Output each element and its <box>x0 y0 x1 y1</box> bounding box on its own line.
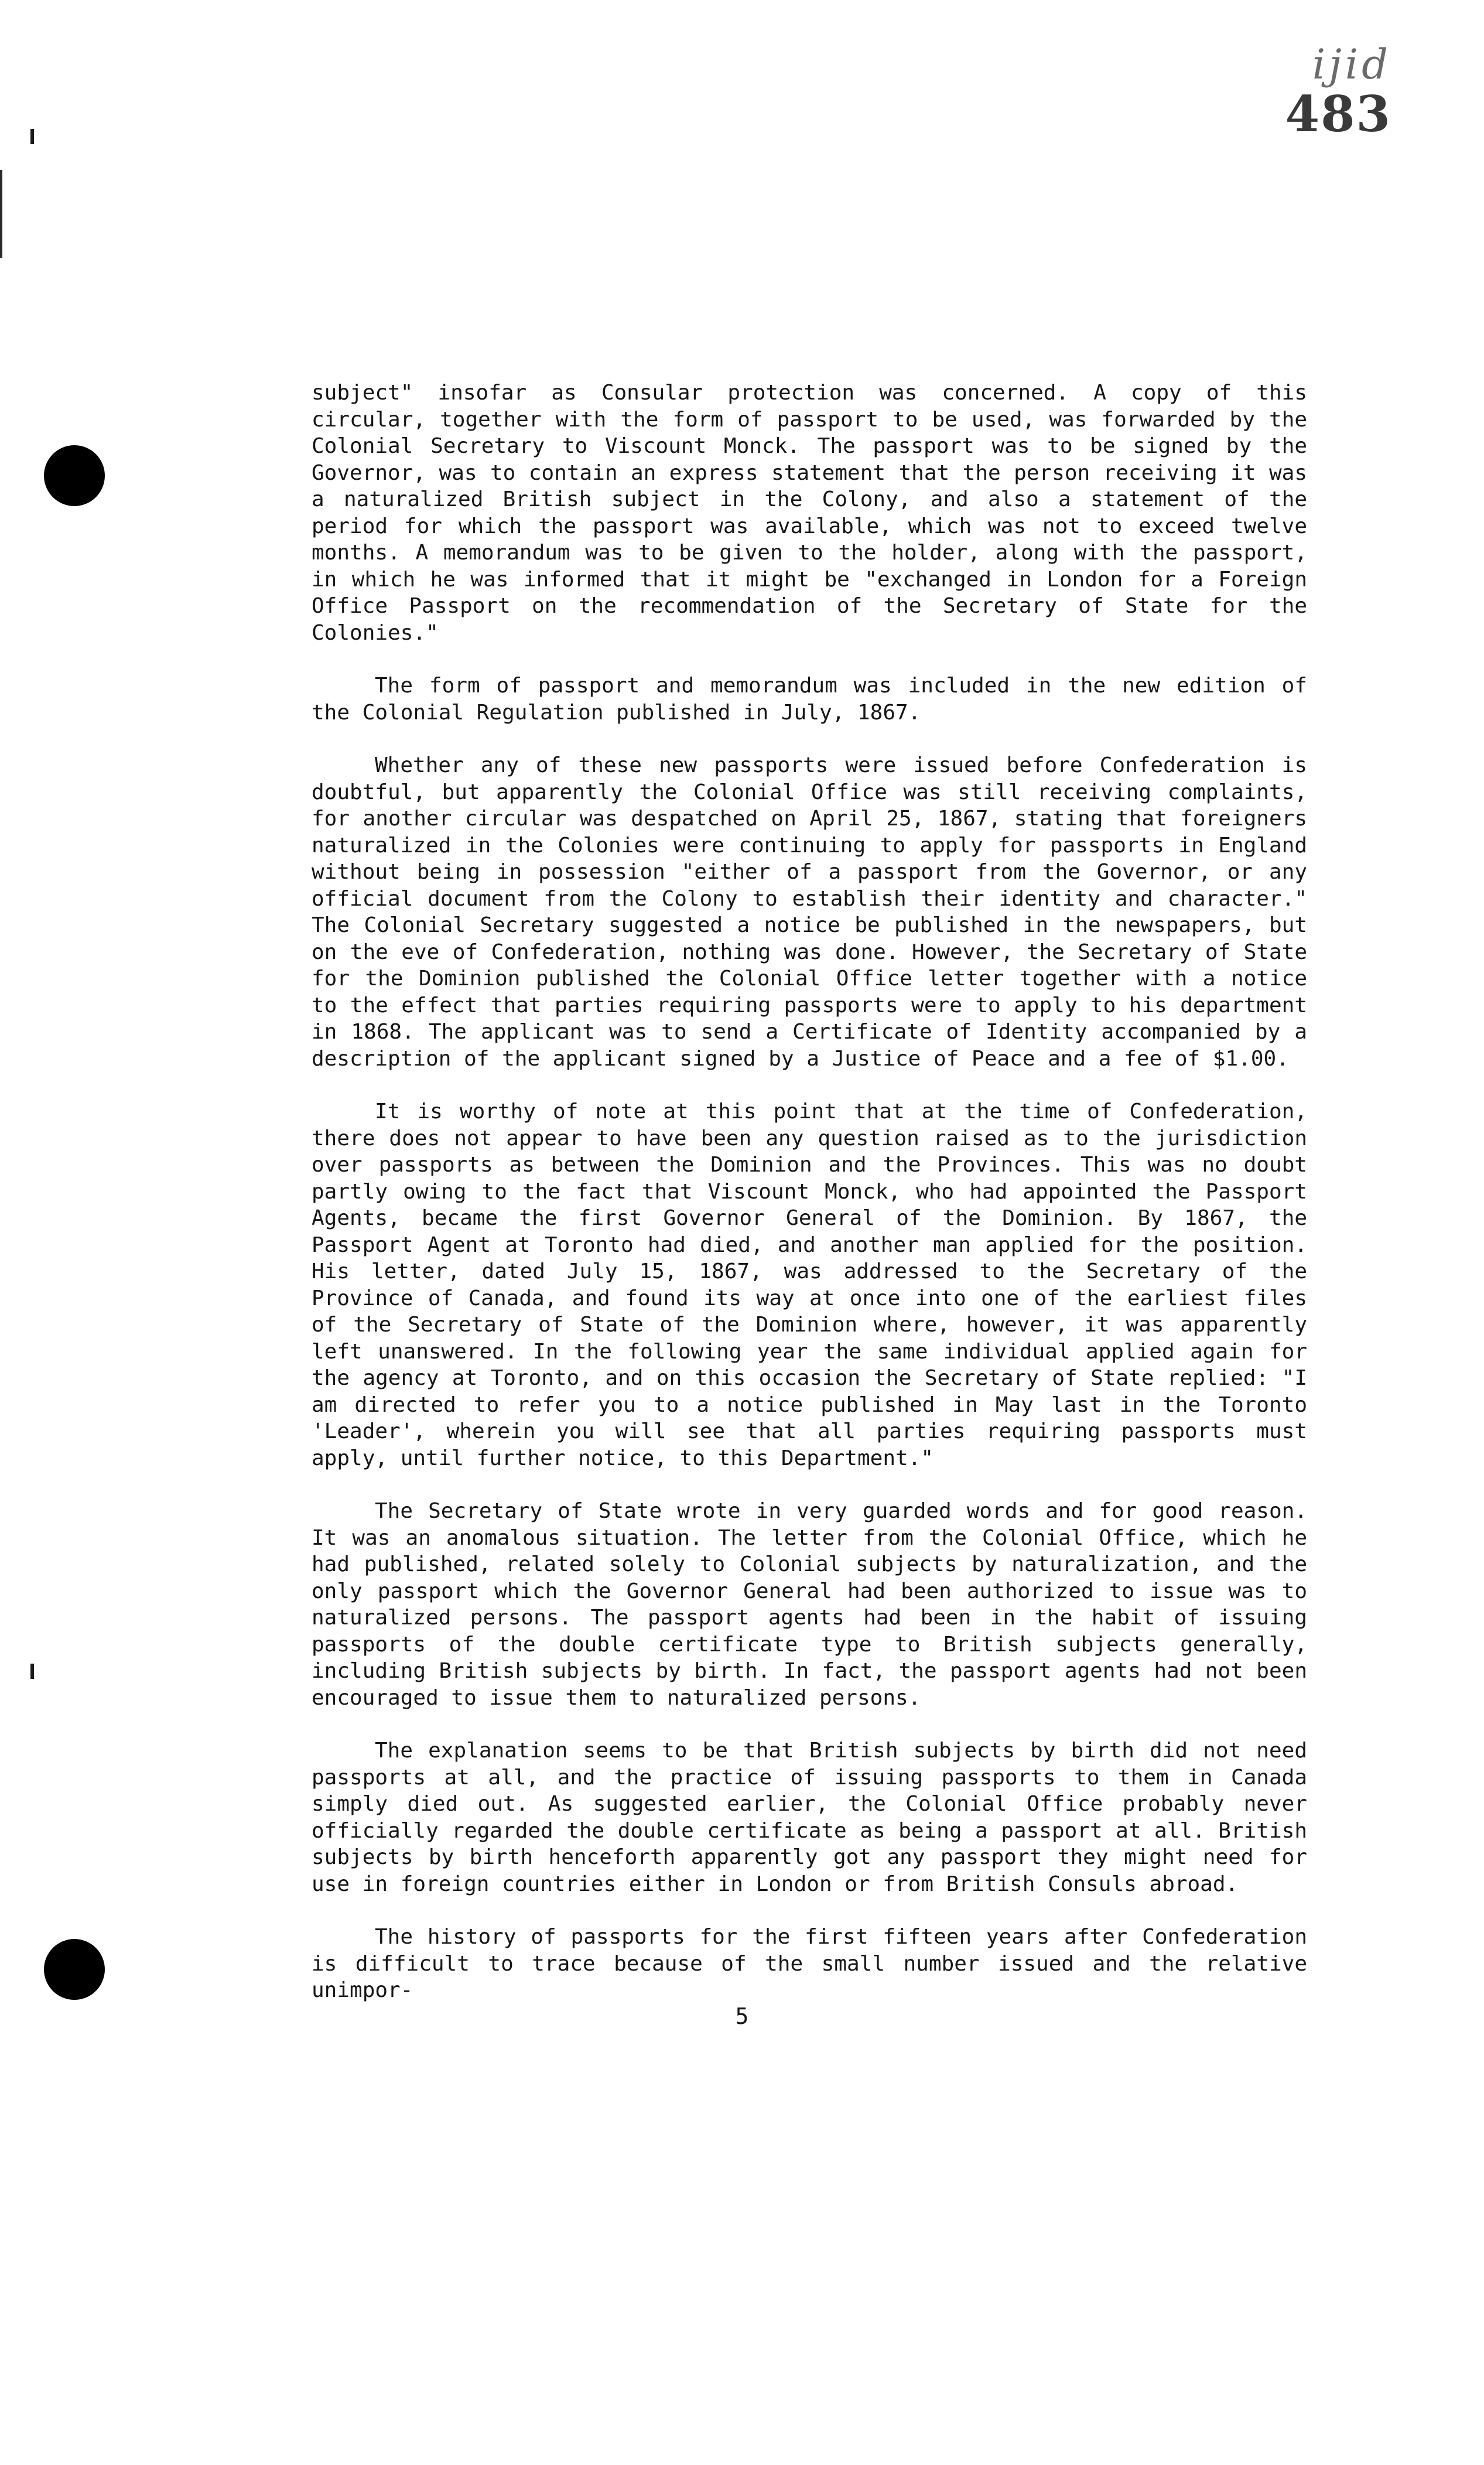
scan-edge-mark <box>0 170 2 258</box>
paragraph: The Secretary of State wrote in very guarded words and for good reason. It was an anomalous situation. The letter from the Colonial Office, which he had published, related solely to Colonial subjects by naturalization, and the only passport which the Governor General had been authorized to issue was to naturalized persons. The passport agents had been in the habit of issuing passports of the double certificate type to British subjects generally, including British subjects by birth. In fact, the passport agents had not been encouraged to issue them to naturalized persons. <box>312 1499 1307 1710</box>
punch-hole-icon <box>44 1939 105 2000</box>
paragraph: The history of passports for the first fifteen years after Confederation is difficult to trace because of the small number issued and the relative unimpor- <box>312 1925 1307 2002</box>
page-number: 5 <box>735 2003 749 2029</box>
scan-tick-mark <box>30 1664 34 1679</box>
body-text <box>312 380 1307 2030</box>
paragraph: The form of passport and memorandum was included in the new edition of the Colonial Regulation published in July, 1867. <box>312 674 1307 725</box>
handwritten-note: ijid <box>1312 40 1391 88</box>
paragraph: subject" insofar as Consular protection was concerned. A copy of this circular, together with the form of passport to be used, was forwarded by the Colonial Secretary to Viscount Monck. The passport was to be signed by the Governor, was to contain an express statement that the person receiving it was a naturalized British subject in the Colony, and also a statement of the period for which the passport was available, which was not to exceed twelve months. A memorandum was to be given to the holder, along with the passport, in which he was informed that it might be "exchanged in London for a Foreign Office Passport on the recommendation of the Secretary of State for the Colonies." <box>312 381 1307 645</box>
punch-hole-icon <box>44 445 105 506</box>
scan-tick-mark <box>30 129 34 144</box>
folio-annotation <box>1285 41 1391 141</box>
paragraph: It is worthy of note at this point that at the time of Confederation, there does not appear to have been any question raised as to the jurisdiction over passports as between the Dominion and the Provinces. This was no doubt partly owing to the fact that Viscount Monck, who had appointed the Passport Agents, became the first Governor General of the Dominion. By 1867, the Passport Agent at Toronto had died, and another man applied for the position. His letter, dated July 15, 1867, was addressed to the Secretary of the Province of Canada, and found its way at once into one of the earliest files of the Secretary of State of the Dominion where, however, it was apparently left unanswered. In the following year the same individual applied again for the agency at Toronto, and on this occasion the Secretary of State replied: "I am directed to refer you to a notice published in May last in the Toronto 'Leader', wherein you will see that all parties requiring passports must apply, until further notice, to this Department." <box>312 1100 1307 1470</box>
folio-number: 483 <box>1285 85 1391 143</box>
paragraph: The explanation seems to be that British subjects by birth did not need passports at all, and the practice of issuing passports to them in Canada simply died out. As suggested earlier, the Colonial Office probably never officially regarded the double certificate as being a passport at all. British subjects by birth henceforth apparently got any passport they might need for use in foreign countries either in London or from British Consuls abroad. <box>312 1739 1307 1896</box>
paragraph: Whether any of these new passports were issued before Confederation is doubtful, but apparently the Colonial Office was still receiving complaints, for another circular was despatched on April 25, 1867, stating that foreigners naturalized in the Colonies were continuing to apply for passports in England without being in possession "either of a passport from the Governor, or any official document from the Colony to establish their identity and character." The Colonial Secretary suggested a notice be published in the newspapers, but on the eve of Confederation, nothing was done. However, the Secretary of State for the Dominion published the Colonial Office letter together with a notice to the effect that parties requiring passports were to apply to his department in 1868. The applicant was to send a Certificate of Identity accompanied by a description of the applicant signed by a Justice of Peace and a fee of $1.00. <box>312 753 1307 1071</box>
